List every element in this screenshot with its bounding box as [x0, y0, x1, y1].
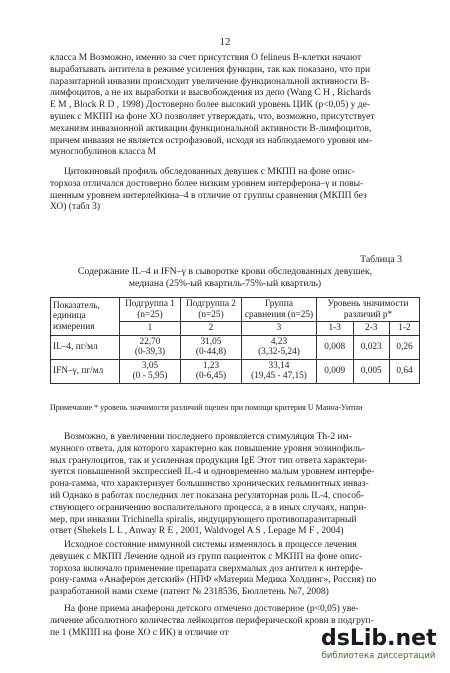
header-comparison-group: Группа сравнения (n=25) — [242, 298, 317, 322]
text-line: ХО) (табл 3) — [50, 202, 101, 213]
paragraph-1 — [50, 53, 402, 159]
table-caption — [0, 266, 450, 290]
watermark-logo: dsLib.net — [321, 626, 437, 651]
col-p-1-3: 1-3 — [317, 322, 354, 336]
text-line: зуется повышенной экспрессией IL-4 и одновременно малым уровнем интерфе- — [50, 467, 375, 478]
table-row — [51, 335, 420, 359]
cell-comparison — [242, 335, 317, 359]
cell-median: 4,23 — [270, 336, 288, 347]
text-line: торхоза отличался достоверно более низким уровнем интерферона–γ и повы- — [50, 178, 364, 189]
caption-line: медиана (25%-ый квартиль-75%-ый квартиль) — [128, 277, 322, 289]
cell-p-1-3: 0,008 — [317, 335, 354, 359]
cell-quartiles: (3,32-5,24) — [258, 347, 300, 357]
text-line: причем инвазия не является острофазовой, исходя из наблюдаемого уровня им- — [50, 135, 373, 146]
cell-p-2-3: 0,005 — [353, 359, 390, 383]
cell-quartiles: (0 - 5,95) — [132, 371, 168, 381]
results-table — [50, 297, 420, 384]
table-label: Таблица 3 — [360, 254, 402, 265]
text-line: мунного ответа, для которого характерно как повышение уровня эозинофиль- — [50, 443, 366, 454]
text-line: личение абсолютного количества лейкоцитов периферической крови в подгруп- — [50, 615, 374, 626]
text-line: класса М Возможно, именно за счет присутствия O felineus В-клетки начают — [50, 53, 362, 63]
watermark — [321, 627, 436, 661]
table-note: Примечание * уровень значимости различий оценен при помощи критерия U Манна-Уитни — [50, 403, 363, 412]
cell-p-2-3: 0,023 — [353, 335, 390, 359]
text-line: механизм инвазионной активации функциональной активности В-лимфоцитов, — [50, 123, 372, 134]
header-subgroup-1: Подгруппа 1 (n=25) — [120, 298, 181, 322]
caption-line: Содержание IL–4 и IFN–γ в сыворотке крови обследованных девушек, — [77, 266, 373, 277]
table-header-row — [51, 298, 420, 322]
header-significance: Уровень значимости различий р* — [317, 298, 420, 322]
text-line: ответ (Shekels L L , Anway R E , 2001, Waldvogel A S , Lepage M F , 2004) — [50, 526, 344, 537]
cell-quartiles: (0-6,45) — [195, 371, 227, 381]
paragraph-2 — [50, 167, 402, 214]
cell-p-1-2: 0,26 — [390, 335, 420, 359]
cell-subgroup-2 — [181, 359, 242, 383]
page-number: 12 — [219, 36, 231, 48]
col-number: 2 — [181, 322, 242, 336]
text-line: Возможно, в увеличении последнего проявляется стимуляция Th-2 им- — [64, 432, 352, 442]
text-line: пе 1 (МКПП на фоне ХО с ИК) в отличие от — [50, 627, 229, 638]
paragraph-3 — [50, 432, 402, 538]
text-line: ствующего ограничению воспалительного процесса, а в иных случаях, напри- — [50, 502, 367, 513]
text-line: шенным уровнем интерлейкина–4 в отличие от группы сравнения (МКПП без — [50, 190, 367, 201]
text-line: муноглобулинов класса М — [50, 147, 156, 158]
text-line: разработанной нами схеме (патент № 2318536, Бюллетень №7, 2008) — [50, 587, 329, 598]
text-line: рона-гамма, что характеризует большинство хронических гельминтных инваз- — [50, 479, 369, 490]
cell-median: 3,05 — [141, 360, 159, 371]
text-line: торхоза включало применение препарата сверхмалых доз антител к интерфе- — [50, 563, 364, 574]
text-line: девушек с МКПП Лечение одной из групп пациенток с МКПП на фоне опис- — [50, 551, 363, 562]
header-subgroup-2: Подгруппа 2 (n=25) — [181, 298, 242, 322]
paragraph-4 — [50, 540, 402, 599]
text-line: Исходное состояние иммунной системы изменялось в процессе лечения — [64, 540, 357, 550]
watermark-subtitle: библиотека диссертаций — [321, 651, 436, 661]
text-line: мер, при инвазии Trichinella spiralis, индуцирующего противопаразитарный — [50, 514, 357, 525]
col-number: 1 — [120, 322, 181, 336]
text-line: На фоне приема анаферона детского отмечено достоверное (р<0,05) уве- — [64, 604, 359, 614]
table-row — [51, 359, 420, 383]
cell-comparison — [242, 359, 317, 383]
cell-subgroup-1 — [120, 335, 181, 359]
cell-median: 31,05 — [200, 336, 222, 347]
cell-median: 1,23 — [202, 360, 220, 371]
row-indicator: IFN–γ, пг/мл — [51, 359, 120, 383]
cell-quartiles: (0-44,8) — [195, 347, 227, 357]
text-line: Цитокиновый профиль обследованных девушек с МКПП на фоне опис- — [64, 167, 355, 177]
cell-p-1-2: 0,64 — [390, 359, 420, 383]
cell-median: 33,14 — [268, 360, 290, 371]
cell-quartiles: (0-39,3) — [134, 347, 166, 357]
cell-median: 22,70 — [139, 336, 161, 347]
text-line: ных гранулоцитов, так и усиленная продукция IgE Этот тип ответа характери- — [50, 455, 368, 466]
col-p-1-2: 1-2 — [390, 322, 420, 336]
header-indicator: Показатель, единица измерения — [51, 298, 120, 336]
text-line: ий Однако в работах последних лет показана регуляторная роль IL-4, способ- — [50, 490, 365, 501]
text-line: E M , Block R D , 1998) Достоверно более высокий уровень ЦИК (р<0,05) у де- — [50, 100, 371, 111]
col-number: 3 — [242, 322, 317, 336]
cell-quartiles: (19,45 - 47,15) — [251, 371, 307, 381]
cell-subgroup-2 — [181, 335, 242, 359]
cell-p-1-3: 0,009 — [317, 359, 354, 383]
col-p-2-3: 2-3 — [353, 322, 390, 336]
cell-subgroup-1 — [120, 359, 181, 383]
text-line: рону-гамма «Анаферон детский» (НПФ «Материа Медика Холдинг», Россия) по — [50, 575, 377, 586]
text-line: лимфоцитов, а не их выработки и высвобождения из депо (Wang C H , Richards — [50, 88, 371, 99]
text-line: вушек с МКПП на фоне ХО позволяет утверждать, что, возможно, присутствует — [50, 111, 375, 122]
text-line: вырабатывать антитела в режиме усиления функции, так как показано, что при — [50, 64, 371, 75]
text-line: паразитарной инвазии происходит увеличение функциональной активности В- — [50, 76, 370, 87]
row-indicator: IL–4, пг/мл — [51, 335, 120, 359]
